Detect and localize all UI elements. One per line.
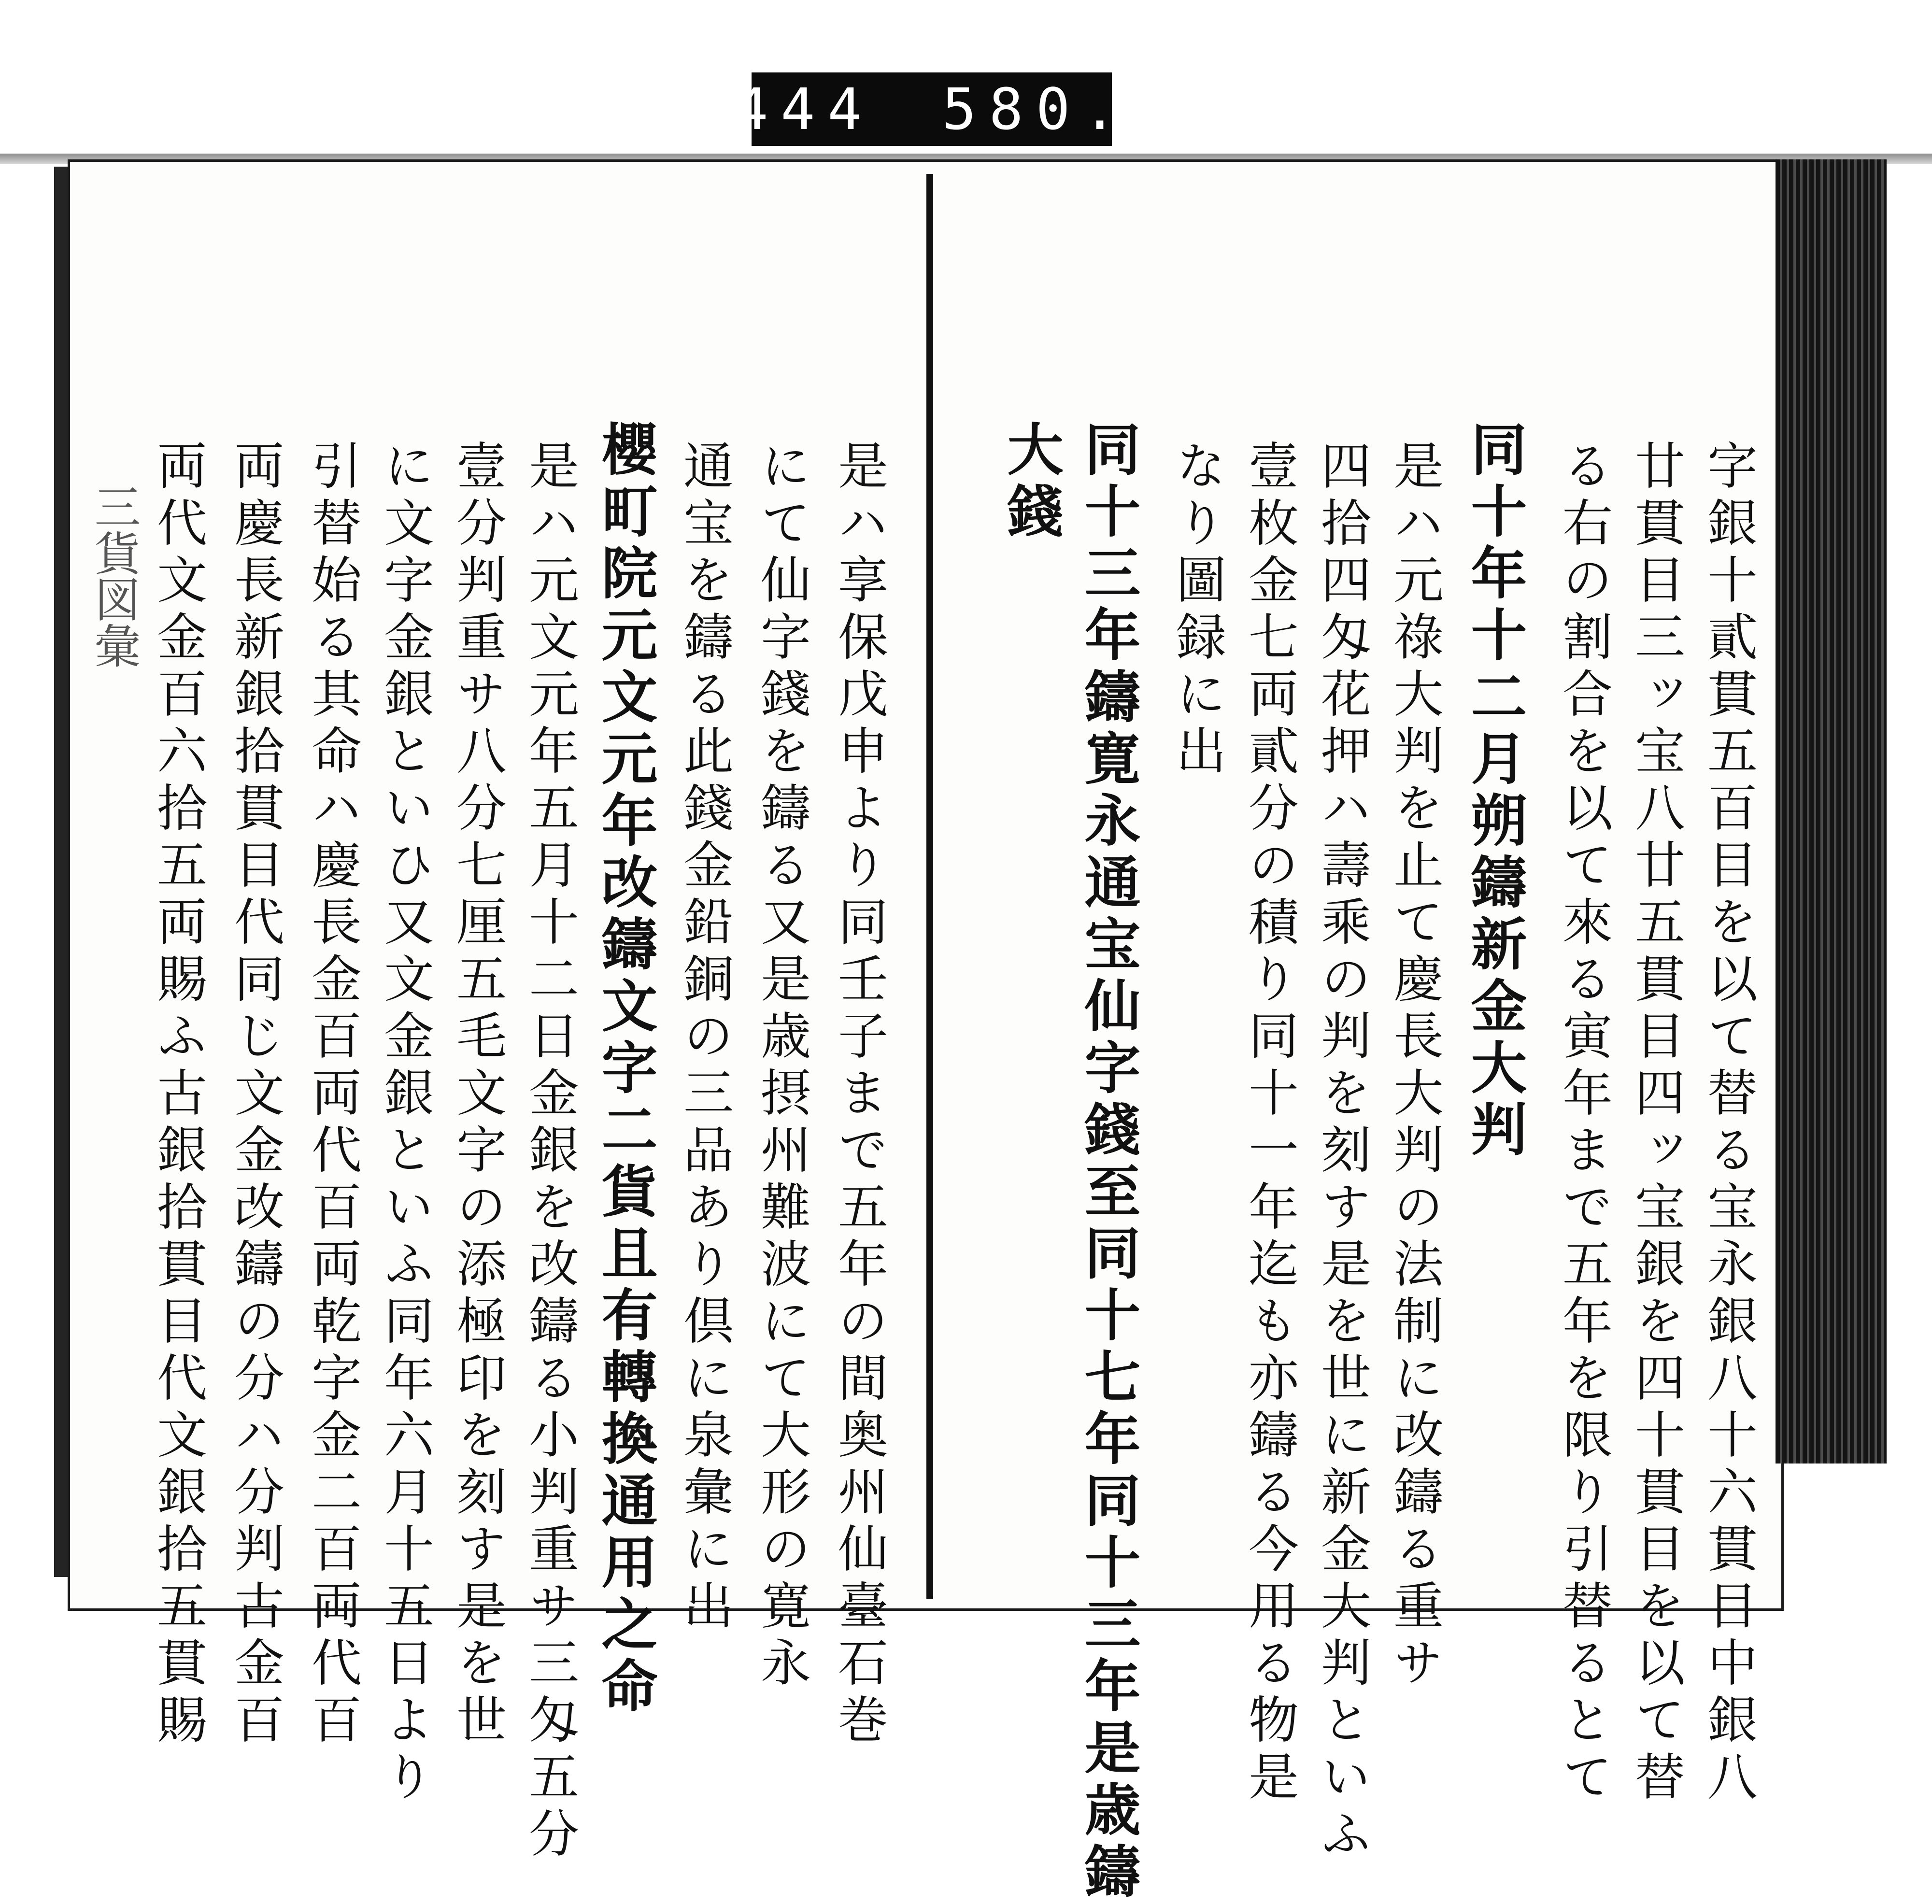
text-column: 是ハ元文元年五月十二日金銀を改鑄る小判重サ三匁五分	[520, 440, 579, 1864]
label-left-number: 444	[734, 76, 875, 142]
section-heading: 櫻町院元文元年改鑄文字二貨且有轉換通用之命	[592, 420, 658, 1719]
page-edge-title: 三貨図彙	[87, 483, 141, 668]
text-column: 是ハ元祿大判を止て慶長大判の法制に改鑄る重サ	[1385, 440, 1444, 1693]
label-right-number: 580.	[942, 76, 1130, 142]
text-column: 四拾四匁花押ハ壽乘の判を刻す是を世に新金大判といふ	[1312, 440, 1371, 1864]
book-right-edge	[1776, 159, 1887, 1464]
text-column: 両代文金百六拾五両賜ふ古銀拾貫目代文銀拾五貫賜	[148, 440, 207, 1750]
text-column: 引替始る其命ハ慶長金百両代百両乾字金二百両代百	[303, 440, 362, 1750]
text-column: にて仙字錢を鑄る又是歳摂州難波にて大形の寛永	[752, 440, 811, 1693]
section-heading: 同十三年鑄寛永通宝仙字錢至同十七年同十三年是歳鑄	[1075, 420, 1141, 1904]
section-heading: 同十年十二月朔鑄新金大判	[1462, 420, 1527, 1162]
text-column: 両慶長新銀拾貫目代同じ文金改鑄の分ハ分判古金百	[226, 440, 284, 1750]
text-column: 通宝を鑄る此錢金鉛銅の三品あり倶に泉彙に出	[675, 440, 734, 1636]
text-column: 字銀十貳貫五百目を以て替る宝永銀八十六貫目中銀八	[1699, 440, 1758, 1807]
scan-index-label	[734, 72, 1130, 146]
text-column: 是ハ享保戊申より同壬子まで五年の間奥州仙臺石巻	[829, 440, 888, 1750]
text-column: に文字金銀といひ又文金銀といふ同年六月十五日より	[375, 440, 434, 1807]
text-column: る右の割合を以て來る寅年まで五年を限り引替るとて	[1554, 440, 1613, 1807]
text-column: なり圖録に出	[1167, 440, 1226, 781]
book-spine	[926, 174, 933, 1599]
section-heading: 大錢	[998, 420, 1064, 544]
text-column: 壹分判重サ八分七厘五毛文字の添極印を刻す是を世	[448, 440, 507, 1750]
text-column: 廿貫目三ッ宝八廿五貫目四ッ宝銀を四十貫目を以て替	[1626, 440, 1685, 1807]
text-column: 壹枚金七両貳分の積り同十一年迄も亦鑄る今用る物是	[1240, 440, 1299, 1807]
